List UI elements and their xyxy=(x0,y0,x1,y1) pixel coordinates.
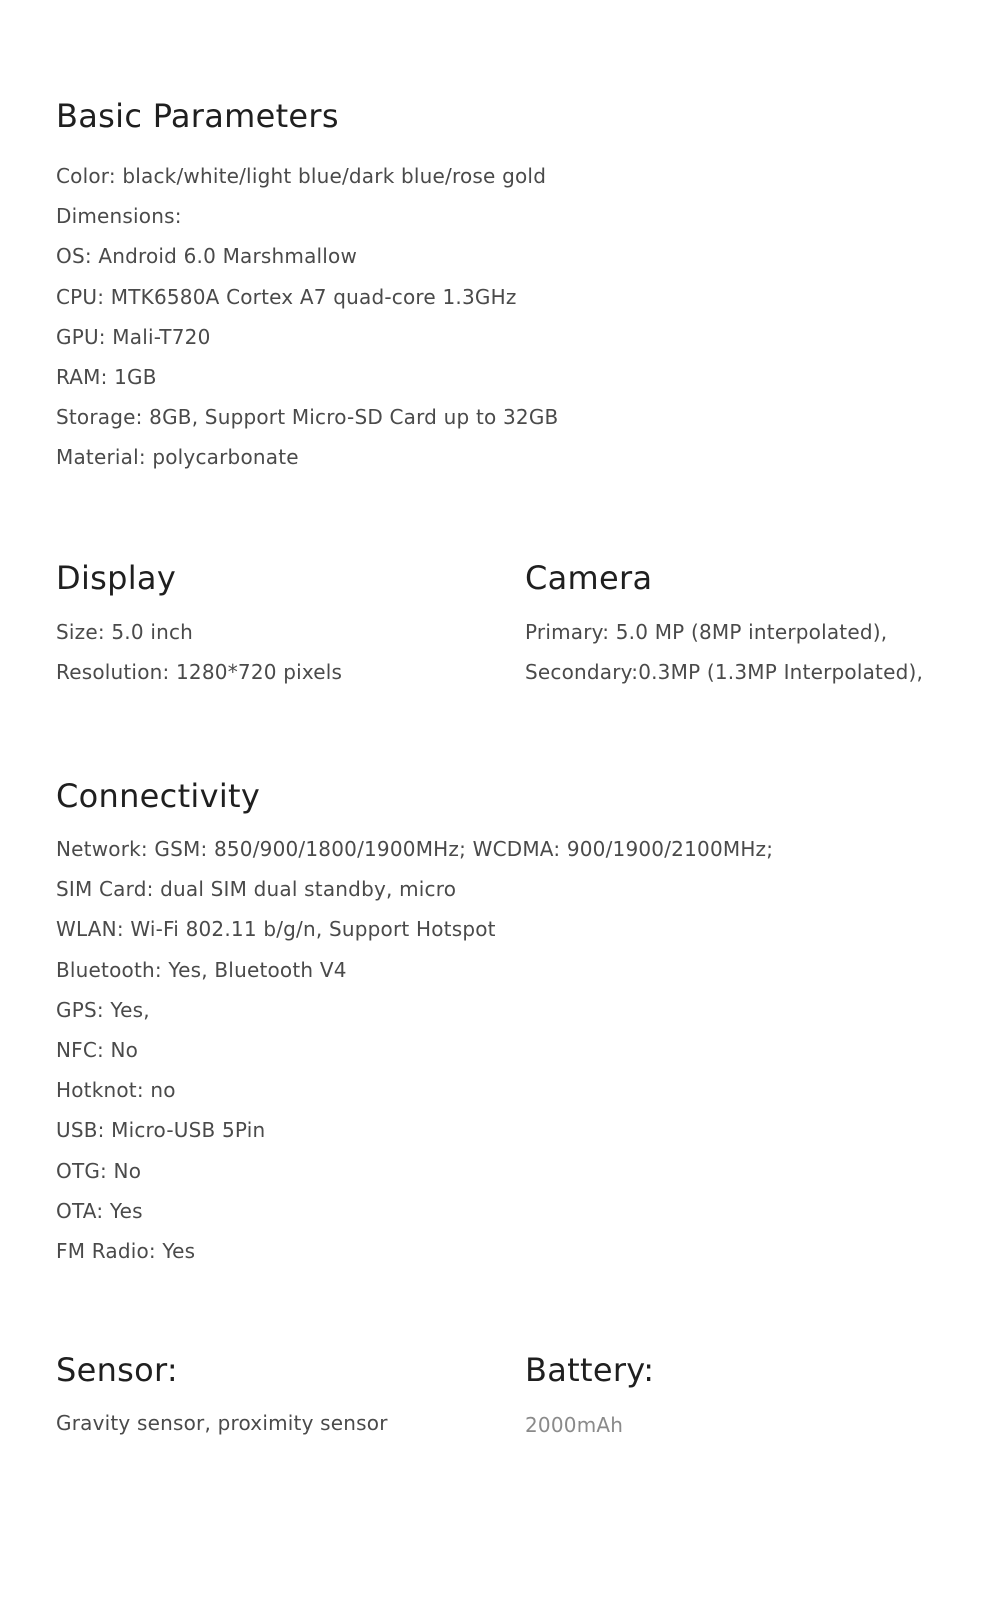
spec-battery-capacity: 2000mAh xyxy=(525,1413,624,1437)
display-list xyxy=(56,612,342,692)
spec-fm-radio: FM Radio: Yes xyxy=(56,1238,196,1263)
spec-camera-primary: Primary: 5.0 MP (8MP interpolated), xyxy=(525,620,888,644)
spec-gpu: GPU: Mali-T720 xyxy=(56,324,211,349)
camera-section xyxy=(525,559,924,692)
spec-cpu: CPU: MTK6580A Cortex A7 quad-core 1.3GHz xyxy=(56,284,517,309)
spec-bluetooth: Bluetooth: Yes, Bluetooth V4 xyxy=(56,957,347,982)
connectivity-list xyxy=(56,829,773,1271)
connectivity-heading: Connectivity xyxy=(56,777,261,815)
display-heading: Display xyxy=(56,559,177,597)
camera-list xyxy=(525,612,923,692)
connectivity-section xyxy=(56,777,774,1271)
spec-storage: Storage: 8GB, Support Micro-SD Card up to 32GB xyxy=(56,405,559,430)
spec-hotknot: Hotknot: no xyxy=(56,1078,176,1103)
spec-display-resolution: Resolution: 1280*720 pixels xyxy=(56,660,343,685)
spec-gps: GPS: Yes, xyxy=(56,997,150,1022)
spec-sim-card: SIM Card: dual SIM dual standby, micro xyxy=(56,877,457,902)
battery-section xyxy=(525,1351,655,1445)
spec-material: Material: polycarbonate xyxy=(56,445,299,470)
battery-list xyxy=(525,1405,654,1445)
spec-os: OS: Android 6.0 Marshmallow xyxy=(56,244,358,269)
spec-ota: OTA: Yes xyxy=(56,1198,143,1223)
spec-sensors: Gravity sensor, proximity sensor xyxy=(56,1411,388,1435)
basic-parameters-heading: Basic Parameters xyxy=(56,97,339,135)
spec-otg: OTG: No xyxy=(56,1158,142,1183)
spec-network: Network: GSM: 850/900/1800/1900MHz; WCDMA: 900/1900/2100MHz; xyxy=(56,837,774,861)
spec-usb: USB: Micro-USB 5Pin xyxy=(56,1118,266,1143)
spec-ram: RAM: 1GB xyxy=(56,364,157,389)
sensor-list xyxy=(56,1403,388,1443)
spec-color: Color: black/white/light blue/dark blue/rose gold xyxy=(56,164,547,188)
spec-nfc: NFC: No xyxy=(56,1037,139,1062)
camera-heading: Camera xyxy=(525,559,653,597)
spec-camera-secondary: Secondary:0.3MP (1.3MP Interpolated), xyxy=(525,660,924,685)
sensor-section xyxy=(56,1351,388,1443)
display-section xyxy=(56,559,343,692)
sensor-heading: Sensor: xyxy=(56,1351,179,1389)
basic-parameters-section xyxy=(56,97,559,478)
spec-dimensions: Dimensions: xyxy=(56,204,182,229)
basic-parameters-list xyxy=(56,156,558,478)
spec-display-size: Size: 5.0 inch xyxy=(56,620,194,644)
spec-wlan: WLAN: Wi-Fi 802.11 b/g/n, Support Hotspot xyxy=(56,917,496,942)
battery-heading: Battery: xyxy=(525,1351,655,1389)
